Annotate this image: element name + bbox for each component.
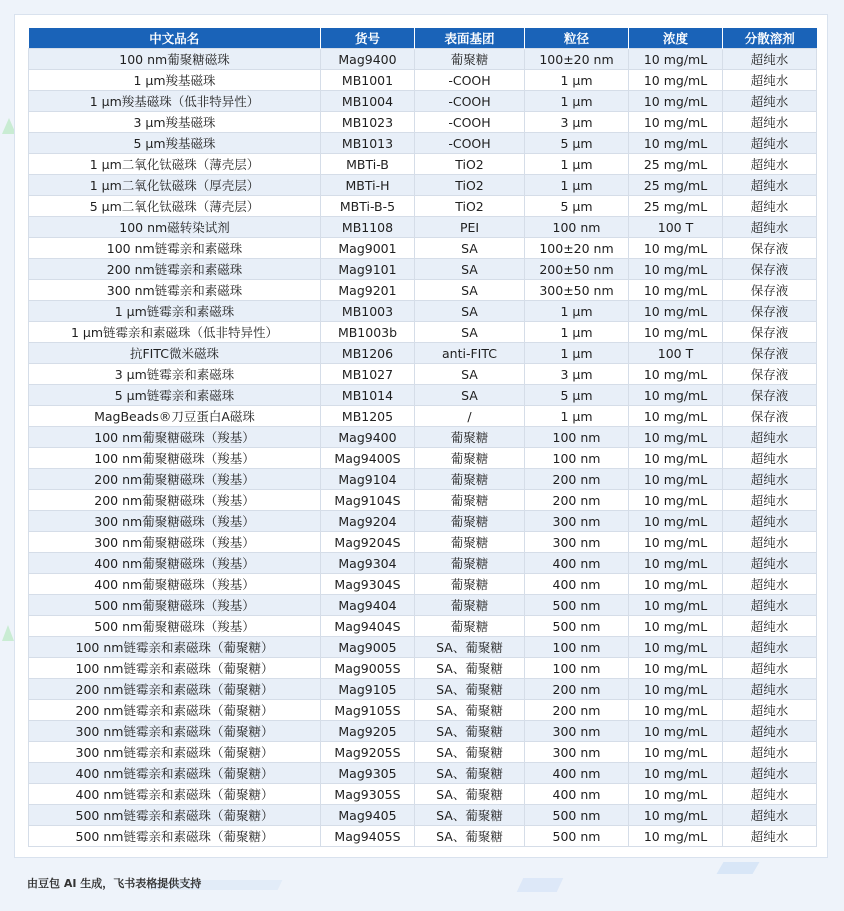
cell-product-name: 100 nm链霉亲和素磁珠（葡聚糖） — [29, 658, 321, 679]
header-item-number: 货号 — [321, 28, 415, 49]
cell-particle-size: 300 nm — [525, 742, 629, 763]
cell-item-number: Mag9105S — [321, 700, 415, 721]
cell-surface-group: 葡聚糖 — [415, 574, 525, 595]
table-row — [29, 742, 817, 763]
cell-particle-size: 400 nm — [525, 763, 629, 784]
cell-concentration: 10 mg/mL — [629, 784, 723, 805]
table-row — [29, 427, 817, 448]
cell-particle-size: 100 nm — [525, 658, 629, 679]
cell-surface-group: TiO2 — [415, 175, 525, 196]
cell-particle-size: 1 μm — [525, 343, 629, 364]
cell-item-number: Mag9101 — [321, 259, 415, 280]
header-concentration: 浓度 — [629, 28, 723, 49]
cell-concentration: 10 mg/mL — [629, 721, 723, 742]
table-card — [14, 14, 828, 858]
cell-item-number: MB1004 — [321, 91, 415, 112]
table-row — [29, 574, 817, 595]
cell-surface-group: SA、葡聚糖 — [415, 700, 525, 721]
cell-item-number: MB1014 — [321, 385, 415, 406]
cell-particle-size: 500 nm — [525, 826, 629, 847]
cell-solvent: 保存液 — [723, 385, 817, 406]
table-row — [29, 490, 817, 511]
cell-solvent: 保存液 — [723, 301, 817, 322]
cell-item-number: Mag9204S — [321, 532, 415, 553]
cell-item-number: MB1003b — [321, 322, 415, 343]
cell-concentration: 10 mg/mL — [629, 616, 723, 637]
cell-particle-size: 100 nm — [525, 448, 629, 469]
cell-solvent: 保存液 — [723, 322, 817, 343]
cell-surface-group: 葡聚糖 — [415, 469, 525, 490]
cell-solvent: 超纯水 — [723, 49, 817, 70]
cell-item-number: MBTi-H — [321, 175, 415, 196]
cell-particle-size: 100±20 nm — [525, 49, 629, 70]
cell-item-number: Mag9104 — [321, 469, 415, 490]
table-row — [29, 238, 817, 259]
cell-surface-group: TiO2 — [415, 196, 525, 217]
table-row — [29, 784, 817, 805]
table-row — [29, 175, 817, 196]
cell-solvent: 超纯水 — [723, 217, 817, 238]
cell-surface-group: 葡聚糖 — [415, 49, 525, 70]
cell-concentration: 10 mg/mL — [629, 469, 723, 490]
table-row — [29, 133, 817, 154]
cell-item-number: MBTi-B — [321, 154, 415, 175]
cell-concentration: 10 mg/mL — [629, 280, 723, 301]
decorative-triangle — [2, 625, 14, 641]
cell-concentration: 10 mg/mL — [629, 679, 723, 700]
cell-solvent: 超纯水 — [723, 448, 817, 469]
cell-solvent: 超纯水 — [723, 532, 817, 553]
table-row — [29, 217, 817, 238]
cell-concentration: 10 mg/mL — [629, 742, 723, 763]
cell-surface-group: 葡聚糖 — [415, 448, 525, 469]
decorative-shape — [717, 862, 760, 874]
cell-surface-group: SA — [415, 364, 525, 385]
cell-solvent: 超纯水 — [723, 70, 817, 91]
cell-product-name: 100 nm磁转染试剂 — [29, 217, 321, 238]
cell-particle-size: 100 nm — [525, 217, 629, 238]
cell-product-name: 5 μm二氧化钛磁珠（薄壳层） — [29, 196, 321, 217]
cell-particle-size: 1 μm — [525, 301, 629, 322]
cell-product-name: 100 nm葡聚糖磁珠（羧基） — [29, 448, 321, 469]
table-row — [29, 259, 817, 280]
cell-surface-group: 葡聚糖 — [415, 595, 525, 616]
cell-product-name: 100 nm葡聚糖磁珠 — [29, 49, 321, 70]
cell-particle-size: 300 nm — [525, 511, 629, 532]
cell-concentration: 10 mg/mL — [629, 406, 723, 427]
cell-surface-group: SA — [415, 385, 525, 406]
cell-particle-size: 200 nm — [525, 490, 629, 511]
cell-solvent: 超纯水 — [723, 826, 817, 847]
cell-particle-size: 200 nm — [525, 700, 629, 721]
cell-solvent: 保存液 — [723, 259, 817, 280]
cell-product-name: MagBeads®刀豆蛋白A磁珠 — [29, 406, 321, 427]
header-particle-size: 粒径 — [525, 28, 629, 49]
cell-concentration: 10 mg/mL — [629, 637, 723, 658]
cell-concentration: 10 mg/mL — [629, 574, 723, 595]
table-row — [29, 448, 817, 469]
cell-solvent: 超纯水 — [723, 574, 817, 595]
cell-particle-size: 300 nm — [525, 721, 629, 742]
cell-concentration: 10 mg/mL — [629, 238, 723, 259]
cell-item-number: Mag9304S — [321, 574, 415, 595]
cell-concentration: 10 mg/mL — [629, 490, 723, 511]
cell-concentration: 10 mg/mL — [629, 301, 723, 322]
cell-product-name: 300 nm链霉亲和素磁珠（葡聚糖） — [29, 721, 321, 742]
cell-product-name: 400 nm链霉亲和素磁珠（葡聚糖） — [29, 784, 321, 805]
table-row — [29, 301, 817, 322]
cell-concentration: 10 mg/mL — [629, 553, 723, 574]
cell-surface-group: 葡聚糖 — [415, 511, 525, 532]
table-row — [29, 469, 817, 490]
cell-particle-size: 5 μm — [525, 196, 629, 217]
table-row — [29, 679, 817, 700]
cell-concentration: 10 mg/mL — [629, 532, 723, 553]
cell-product-name: 400 nm葡聚糖磁珠（羧基） — [29, 553, 321, 574]
cell-concentration: 10 mg/mL — [629, 91, 723, 112]
cell-surface-group: / — [415, 406, 525, 427]
cell-item-number: Mag9305S — [321, 784, 415, 805]
cell-product-name: 200 nm葡聚糖磁珠（羧基） — [29, 490, 321, 511]
cell-item-number: MB1001 — [321, 70, 415, 91]
cell-product-name: 500 nm葡聚糖磁珠（羧基） — [29, 616, 321, 637]
table-row — [29, 322, 817, 343]
cell-solvent: 超纯水 — [723, 595, 817, 616]
cell-item-number: Mag9005S — [321, 658, 415, 679]
cell-product-name: 400 nm葡聚糖磁珠（羧基） — [29, 574, 321, 595]
cell-solvent: 超纯水 — [723, 721, 817, 742]
cell-product-name: 1 μm链霉亲和素磁珠（低非特异性） — [29, 322, 321, 343]
cell-product-name: 5 μm羧基磁珠 — [29, 133, 321, 154]
cell-surface-group: 葡聚糖 — [415, 616, 525, 637]
cell-concentration: 10 mg/mL — [629, 826, 723, 847]
cell-particle-size: 5 μm — [525, 385, 629, 406]
cell-surface-group: 葡聚糖 — [415, 553, 525, 574]
cell-concentration: 10 mg/mL — [629, 658, 723, 679]
cell-solvent: 超纯水 — [723, 175, 817, 196]
cell-concentration: 10 mg/mL — [629, 322, 723, 343]
table-row — [29, 364, 817, 385]
table-row — [29, 196, 817, 217]
cell-solvent: 超纯水 — [723, 469, 817, 490]
cell-item-number: Mag9400S — [321, 448, 415, 469]
table-row — [29, 406, 817, 427]
cell-concentration: 10 mg/mL — [629, 385, 723, 406]
cell-concentration: 10 mg/mL — [629, 112, 723, 133]
cell-product-name: 1 μm羧基磁珠 — [29, 70, 321, 91]
cell-product-name: 1 μm二氧化钛磁珠（薄壳层） — [29, 154, 321, 175]
table-row — [29, 616, 817, 637]
cell-solvent: 超纯水 — [723, 616, 817, 637]
cell-solvent: 超纯水 — [723, 133, 817, 154]
cell-item-number: Mag9404 — [321, 595, 415, 616]
cell-product-name: 400 nm链霉亲和素磁珠（葡聚糖） — [29, 763, 321, 784]
cell-concentration: 25 mg/mL — [629, 154, 723, 175]
table-row — [29, 385, 817, 406]
cell-solvent: 保存液 — [723, 280, 817, 301]
cell-surface-group: SA、葡聚糖 — [415, 805, 525, 826]
cell-surface-group: SA、葡聚糖 — [415, 784, 525, 805]
cell-product-name: 3 μm链霉亲和素磁珠 — [29, 364, 321, 385]
cell-particle-size: 500 nm — [525, 805, 629, 826]
cell-surface-group: SA、葡聚糖 — [415, 742, 525, 763]
table-row — [29, 280, 817, 301]
cell-particle-size: 3 μm — [525, 112, 629, 133]
table-row — [29, 763, 817, 784]
cell-item-number: MB1003 — [321, 301, 415, 322]
table-row — [29, 553, 817, 574]
cell-item-number: Mag9201 — [321, 280, 415, 301]
cell-surface-group: -COOH — [415, 91, 525, 112]
cell-particle-size: 100±20 nm — [525, 238, 629, 259]
cell-item-number: Mag9405S — [321, 826, 415, 847]
table-row — [29, 511, 817, 532]
cell-concentration: 10 mg/mL — [629, 49, 723, 70]
cell-product-name: 1 μm羧基磁珠（低非特异性） — [29, 91, 321, 112]
cell-concentration: 10 mg/mL — [629, 763, 723, 784]
cell-solvent: 超纯水 — [723, 784, 817, 805]
table-body — [29, 49, 817, 847]
cell-solvent: 超纯水 — [723, 700, 817, 721]
cell-concentration: 10 mg/mL — [629, 700, 723, 721]
cell-product-name: 500 nm葡聚糖磁珠（羧基） — [29, 595, 321, 616]
cell-product-name: 100 nm链霉亲和素磁珠（葡聚糖） — [29, 637, 321, 658]
cell-concentration: 10 mg/mL — [629, 448, 723, 469]
cell-particle-size: 200 nm — [525, 469, 629, 490]
table-row — [29, 658, 817, 679]
cell-particle-size: 1 μm — [525, 322, 629, 343]
cell-item-number: Mag9205S — [321, 742, 415, 763]
cell-solvent: 超纯水 — [723, 490, 817, 511]
table-row — [29, 637, 817, 658]
cell-product-name: 1 μm二氧化钛磁珠（厚壳层） — [29, 175, 321, 196]
table-row — [29, 112, 817, 133]
cell-surface-group: SA — [415, 322, 525, 343]
cell-concentration: 25 mg/mL — [629, 196, 723, 217]
cell-item-number: Mag9001 — [321, 238, 415, 259]
cell-surface-group: 葡聚糖 — [415, 490, 525, 511]
cell-concentration: 10 mg/mL — [629, 133, 723, 154]
cell-particle-size: 300 nm — [525, 532, 629, 553]
cell-surface-group: SA、葡聚糖 — [415, 679, 525, 700]
cell-product-name: 300 nm葡聚糖磁珠（羧基） — [29, 532, 321, 553]
table-row — [29, 805, 817, 826]
cell-concentration: 100 T — [629, 217, 723, 238]
cell-particle-size: 200±50 nm — [525, 259, 629, 280]
cell-particle-size: 1 μm — [525, 91, 629, 112]
header-solvent: 分散溶剂 — [723, 28, 817, 49]
cell-product-name: 200 nm链霉亲和素磁珠（葡聚糖） — [29, 679, 321, 700]
cell-surface-group: SA — [415, 238, 525, 259]
cell-item-number: Mag9104S — [321, 490, 415, 511]
cell-item-number: MB1013 — [321, 133, 415, 154]
cell-item-number: Mag9400 — [321, 427, 415, 448]
cell-concentration: 10 mg/mL — [629, 511, 723, 532]
cell-product-name: 300 nm链霉亲和素磁珠（葡聚糖） — [29, 742, 321, 763]
cell-item-number: Mag9305 — [321, 763, 415, 784]
cell-solvent: 超纯水 — [723, 196, 817, 217]
cell-item-number: MB1108 — [321, 217, 415, 238]
cell-particle-size: 500 nm — [525, 616, 629, 637]
cell-item-number: MB1023 — [321, 112, 415, 133]
table-row — [29, 49, 817, 70]
cell-item-number: Mag9304 — [321, 553, 415, 574]
cell-particle-size: 100 nm — [525, 637, 629, 658]
cell-surface-group: TiO2 — [415, 154, 525, 175]
cell-item-number: MB1206 — [321, 343, 415, 364]
cell-surface-group: SA、葡聚糖 — [415, 826, 525, 847]
cell-solvent: 超纯水 — [723, 679, 817, 700]
cell-surface-group: 葡聚糖 — [415, 427, 525, 448]
cell-product-name: 200 nm葡聚糖磁珠（羧基） — [29, 469, 321, 490]
cell-product-name: 500 nm链霉亲和素磁珠（葡聚糖） — [29, 826, 321, 847]
cell-concentration: 10 mg/mL — [629, 364, 723, 385]
cell-surface-group: -COOH — [415, 112, 525, 133]
cell-particle-size: 1 μm — [525, 154, 629, 175]
table-row — [29, 70, 817, 91]
cell-solvent: 超纯水 — [723, 637, 817, 658]
cell-solvent: 保存液 — [723, 406, 817, 427]
cell-solvent: 超纯水 — [723, 658, 817, 679]
cell-product-name: 100 nm葡聚糖磁珠（羧基） — [29, 427, 321, 448]
table-row — [29, 826, 817, 847]
cell-concentration: 10 mg/mL — [629, 259, 723, 280]
cell-item-number: Mag9400 — [321, 49, 415, 70]
cell-item-number: MBTi-B-5 — [321, 196, 415, 217]
cell-concentration: 10 mg/mL — [629, 70, 723, 91]
cell-surface-group: -COOH — [415, 70, 525, 91]
cell-particle-size: 300±50 nm — [525, 280, 629, 301]
cell-product-name: 1 μm链霉亲和素磁珠 — [29, 301, 321, 322]
cell-surface-group: SA、葡聚糖 — [415, 763, 525, 784]
cell-surface-group: -COOH — [415, 133, 525, 154]
cell-solvent: 保存液 — [723, 343, 817, 364]
cell-solvent: 超纯水 — [723, 112, 817, 133]
cell-solvent: 超纯水 — [723, 553, 817, 574]
cell-solvent: 超纯水 — [723, 805, 817, 826]
cell-particle-size: 500 nm — [525, 595, 629, 616]
cell-item-number: Mag9405 — [321, 805, 415, 826]
cell-concentration: 100 T — [629, 343, 723, 364]
cell-item-number: MB1205 — [321, 406, 415, 427]
cell-particle-size: 1 μm — [525, 406, 629, 427]
cell-item-number: Mag9105 — [321, 679, 415, 700]
cell-concentration: 10 mg/mL — [629, 427, 723, 448]
footer-note: 由豆包 AI 生成，飞书表格提供支持 — [27, 877, 202, 890]
cell-product-name: 3 μm羧基磁珠 — [29, 112, 321, 133]
cell-product-name: 抗FITC微米磁珠 — [29, 343, 321, 364]
cell-product-name: 300 nm链霉亲和素磁珠 — [29, 280, 321, 301]
table-row — [29, 721, 817, 742]
cell-solvent: 超纯水 — [723, 154, 817, 175]
table-row — [29, 154, 817, 175]
cell-particle-size: 400 nm — [525, 574, 629, 595]
cell-particle-size: 400 nm — [525, 553, 629, 574]
cell-item-number: Mag9204 — [321, 511, 415, 532]
header-product-name: 中文品名 — [29, 28, 321, 49]
cell-concentration: 10 mg/mL — [629, 595, 723, 616]
cell-surface-group: SA — [415, 280, 525, 301]
cell-product-name: 500 nm链霉亲和素磁珠（葡聚糖） — [29, 805, 321, 826]
table-header-row — [29, 28, 817, 49]
cell-surface-group: 葡聚糖 — [415, 532, 525, 553]
cell-solvent: 超纯水 — [723, 91, 817, 112]
cell-solvent: 超纯水 — [723, 427, 817, 448]
cell-item-number: MB1027 — [321, 364, 415, 385]
cell-solvent: 保存液 — [723, 364, 817, 385]
cell-solvent: 超纯水 — [723, 511, 817, 532]
cell-concentration: 10 mg/mL — [629, 805, 723, 826]
cell-product-name: 200 nm链霉亲和素磁珠（葡聚糖） — [29, 700, 321, 721]
cell-product-name: 300 nm葡聚糖磁珠（羧基） — [29, 511, 321, 532]
cell-surface-group: PEI — [415, 217, 525, 238]
decorative-shape — [517, 878, 564, 892]
table-row — [29, 91, 817, 112]
cell-particle-size: 400 nm — [525, 784, 629, 805]
table-row — [29, 532, 817, 553]
cell-item-number: Mag9205 — [321, 721, 415, 742]
cell-particle-size: 3 μm — [525, 364, 629, 385]
table-row — [29, 343, 817, 364]
product-table — [28, 28, 817, 847]
table-row — [29, 700, 817, 721]
cell-item-number: Mag9404S — [321, 616, 415, 637]
cell-surface-group: SA — [415, 259, 525, 280]
cell-particle-size: 100 nm — [525, 427, 629, 448]
cell-item-number: Mag9005 — [321, 637, 415, 658]
cell-particle-size: 1 μm — [525, 175, 629, 196]
cell-surface-group: SA、葡聚糖 — [415, 658, 525, 679]
cell-particle-size: 5 μm — [525, 133, 629, 154]
cell-product-name: 100 nm链霉亲和素磁珠 — [29, 238, 321, 259]
cell-solvent: 保存液 — [723, 238, 817, 259]
cell-solvent: 超纯水 — [723, 763, 817, 784]
header-surface-group: 表面基团 — [415, 28, 525, 49]
cell-product-name: 200 nm链霉亲和素磁珠 — [29, 259, 321, 280]
cell-solvent: 超纯水 — [723, 742, 817, 763]
cell-surface-group: SA、葡聚糖 — [415, 721, 525, 742]
cell-particle-size: 1 μm — [525, 70, 629, 91]
cell-surface-group: anti-FITC — [415, 343, 525, 364]
cell-product-name: 5 μm链霉亲和素磁珠 — [29, 385, 321, 406]
cell-concentration: 25 mg/mL — [629, 175, 723, 196]
cell-surface-group: SA — [415, 301, 525, 322]
cell-particle-size: 200 nm — [525, 679, 629, 700]
table-row — [29, 595, 817, 616]
cell-surface-group: SA、葡聚糖 — [415, 637, 525, 658]
